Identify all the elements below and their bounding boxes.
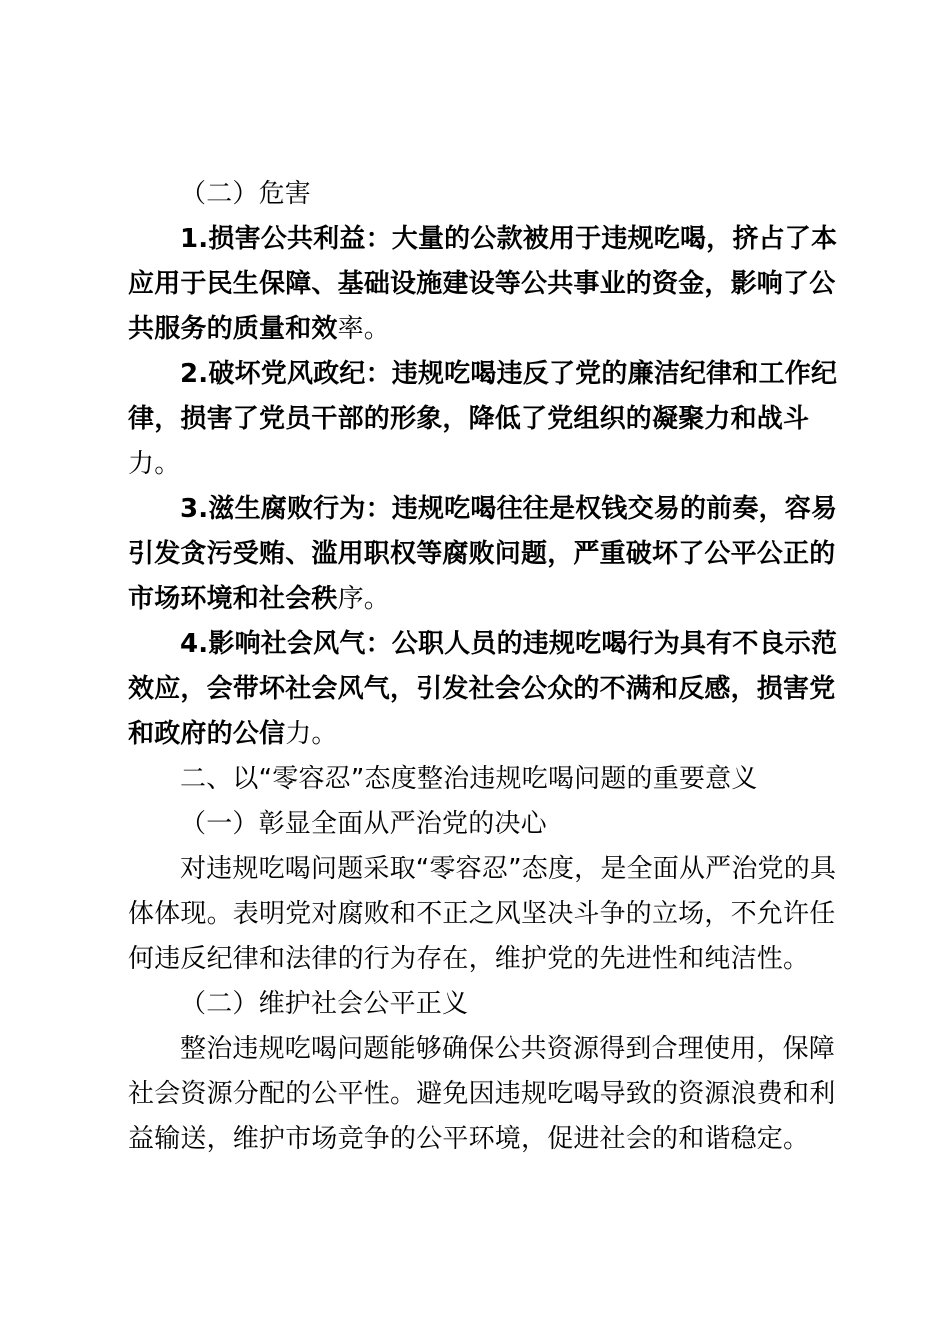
harm-item-4-line-3-bold: 和政府的公信	[128, 719, 286, 749]
harm-item-2-line-2: 律，损害了党员干部的形象，降低了党组织的凝聚力和战斗	[128, 404, 810, 434]
harm-item-3-line-3-bold: 市场环境和社会秩	[128, 584, 338, 614]
document-body	[128, 172, 838, 1162]
subsection-1-line-2: 体体现。表明党对腐败和不正之风坚决斗争的立场，不允许任	[128, 899, 836, 929]
harm-item-4-line-3	[128, 712, 822, 757]
subsection-2-line-3: 益输送，维护市场竞争的公平环境，促进社会的和谐稳定。	[128, 1124, 810, 1154]
section-heading-harm: （二）危害	[180, 179, 312, 209]
harm-item-3-line-3	[128, 577, 822, 622]
subsection-heading-2: （二）维护社会公平正义	[180, 989, 469, 1019]
subsection-1-line-3: 何违反纪律和法律的行为存在，维护党的先进性和纯洁性。	[128, 944, 810, 974]
harm-item-4-line-3-tail: 力。	[285, 719, 338, 749]
harm-item-2-line-1: 2.破坏党风政纪：违规吃喝违反了党的廉洁纪律和工作纪	[180, 359, 838, 389]
subsection-heading-1: （一）彰显全面从严治党的决心	[180, 809, 547, 839]
section-heading-significance: 二、以“零容忍”态度整治违规吃喝问题的重要意义	[180, 764, 758, 794]
subsection-2-line-1: 整治违规吃喝问题能够确保公共资源得到合理使用，保障	[180, 1034, 836, 1064]
harm-item-3-line-1: 3.滋生腐败行为：违规吃喝往往是权钱交易的前奏，容易	[180, 494, 838, 524]
harm-item-2-line-3	[128, 442, 822, 487]
harm-item-3-line-2: 引发贪污受贿、滥用职权等腐败问题，严重破坏了公平公正的	[128, 539, 836, 569]
harm-item-2-line-3-tail: 力。	[128, 449, 181, 479]
subsection-2-line-2: 社会资源分配的公平性。避免因违规吃喝导致的资源浪费和利	[128, 1079, 836, 1109]
harm-item-1-line-3-tail: 率。	[337, 314, 391, 344]
harm-item-1-line-1: 1.损害公共利益：大量的公款被用于违规吃喝，挤占了本	[180, 224, 838, 254]
subsection-1-line-1: 对违规吃喝问题采取“零容忍”态度，是全面从严治党的具	[180, 854, 837, 884]
harm-item-1-line-3-bold: 共服务的质量和效	[128, 314, 338, 344]
harm-item-1-line-3	[128, 307, 822, 352]
harm-item-4-line-2: 效应，会带坏社会风气，引发社会公众的不满和反感，损害党	[128, 674, 836, 704]
harm-item-4-line-1: 4.影响社会风气：公职人员的违规吃喝行为具有不良示范	[180, 629, 838, 659]
harm-item-3-line-3-tail: 序。	[337, 584, 391, 614]
harm-item-1-line-2: 应用于民生保障、基础设施建设等公共事业的资金，影响了公	[128, 269, 836, 299]
